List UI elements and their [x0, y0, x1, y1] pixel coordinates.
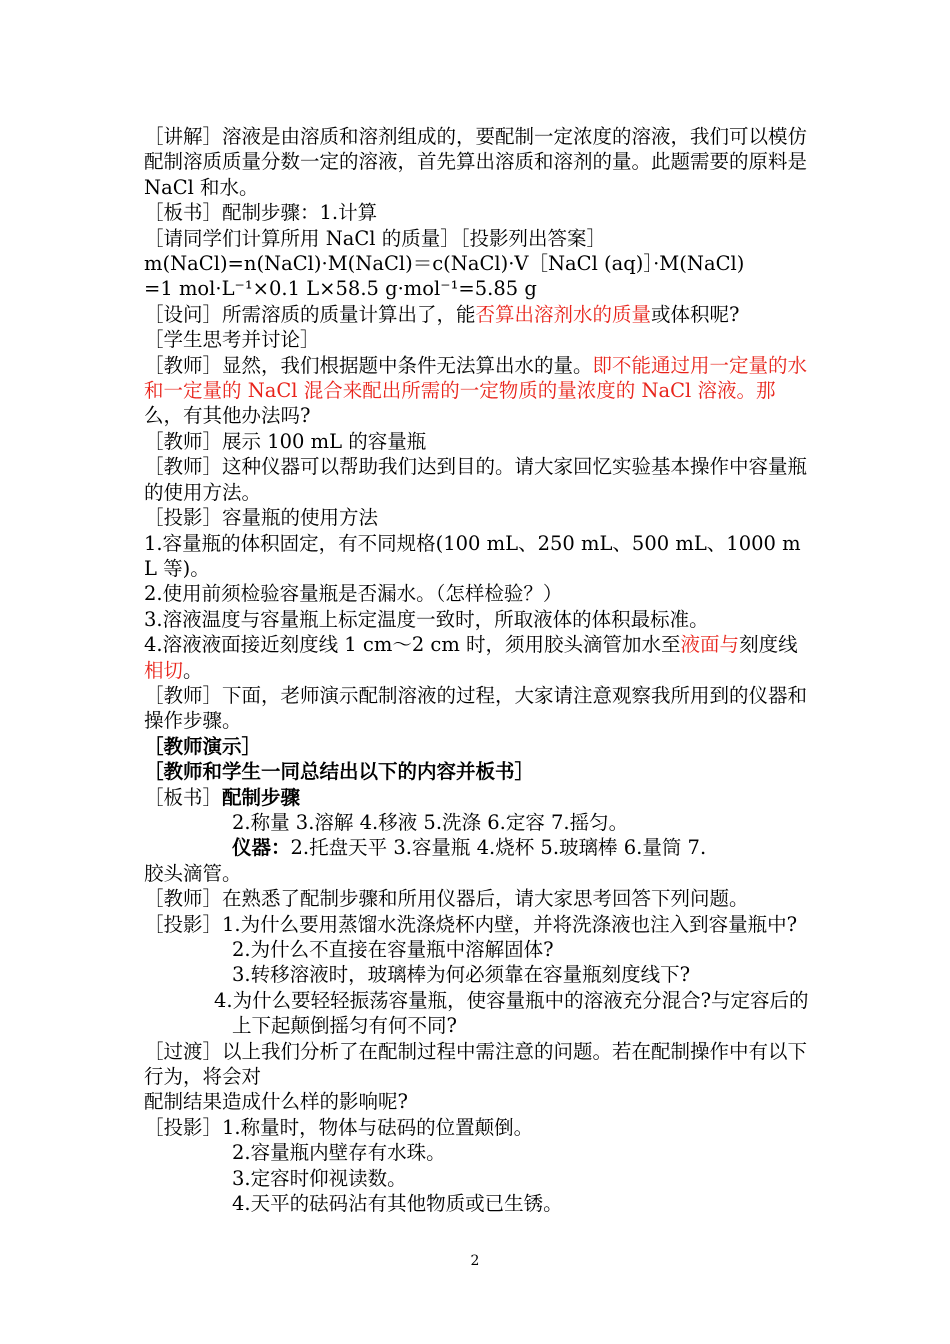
error-case-3: 3.定容时仰视读数。 — [232, 1166, 407, 1190]
paragraph-board-steps: ［板书］配制步骤 — [144, 785, 301, 809]
highlight-red: 液面与 — [680, 633, 740, 657]
paragraph-projection-e1: ［投影］1.称量时，物体与砝码的位置颠倒。 — [144, 1115, 534, 1139]
paragraph-transition: ［过渡］以上我们分析了在配制过程中需注意的问题。若在配制操作中有以下行为，将会对 — [144, 1039, 808, 1089]
paragraph-teacher-1: ［教师］显然，我们根据题中条件无法算出水的量。即不能通过用一定量的水和一定量的 NaCl 混合来配出所需的一定物质的量浓度的 NaCl 溶液。那么，有其他办法吗? — [144, 353, 808, 428]
list-item-usage-1: 1.容量瓶的体积固定，有不同规格(100 mL、250 mL、500 mL、1000 mL 等)。 — [144, 531, 801, 580]
list-item-usage-2: 2.使用前须检验容量瓶是否漏水。（怎样检验？） — [144, 582, 563, 606]
paragraph-board-step-1: ［板书］配制步骤：1.计算 — [144, 201, 378, 225]
question-2: 2.为什么不直接在容量瓶中溶解固体? — [232, 938, 554, 961]
list-item-usage-4: 4.溶液液面接近刻度线 1 cm～2 cm 时，须用胶头滴管加水至液面与刻度线相切。 — [144, 633, 798, 682]
page-number: 2 — [470, 1253, 480, 1269]
paragraph-teacher-3: ［教师］这种仪器可以帮助我们达到目的。请大家回忆实验基本操作中容量瓶的使用方法。 — [144, 455, 808, 504]
highlight-red: 即不能通过用一定量的水和一定量的 NaCl 混合来配出所需的一定物质的量浓度的 NaCl 溶液。那 — [144, 353, 808, 403]
list-item-usage-3: 3.溶液温度与容量瓶上标定温度一致时，所取液体的体积最标准。 — [144, 607, 709, 631]
paragraph-student-discuss: ［学生思考并讨论］ — [144, 328, 320, 352]
paragraph-lecture: ［讲解］溶液是由溶质和溶剂组成的，要配制一定浓度的溶液，我们可以模仿配制溶质质量分数一定的溶液，首先算出溶质和溶剂的量。此题需要的原料是 NaCl 和水。 — [144, 125, 808, 199]
formula-line-1: m(NaCl)=n(NaCl)·M(NaCl)＝c(NaCl)·V［NaCl (aq)］·M(NaCl) — [144, 252, 745, 276]
paragraph-question: ［设问］所需溶质的质量计算出了，能否算出溶剂水的质量或体积呢? — [144, 302, 740, 326]
paragraph-teacher-2: ［教师］展示 100 mL 的容量瓶 — [144, 429, 427, 453]
paragraph-teacher-4: ［教师］下面，老师演示配制溶液的过程，大家请注意观察我所用到的仪器和操作步骤。 — [144, 683, 808, 733]
paragraph-teacher-5: ［教师］在熟悉了配制步骤和所用仪器后，请大家思考回答下列问题。 — [144, 887, 749, 911]
paragraph-calc-prompt: ［请同学们计算所用 NaCl 的质量］［投影列出答案］ — [144, 226, 606, 250]
paragraph-projection-q1: ［投影］1.为什么要用蒸馏水洗涤烧杯内壁，并将洗涤液也注入到容量瓶中? — [144, 912, 798, 936]
question-3: 3.转移溶液时，玻璃棒为何必须靠在容量瓶刻度线下? — [232, 963, 691, 987]
paragraph-projection-1: ［投影］容量瓶的使用方法 — [144, 506, 379, 530]
highlight-red: 否算出溶剂水的质量 — [475, 302, 652, 326]
paragraph-summary: ［教师和学生一同总结出以下的内容并板书］ — [144, 760, 535, 784]
question-4: 4.为什么要轻轻振荡容量瓶，使容量瓶中的溶液充分混合?与定容后的上下起颠倒摇匀有何不同? — [214, 988, 809, 1038]
paragraph-teacher-demo: ［教师演示］ — [144, 734, 262, 758]
instruments-list-cont: 胶头滴管。 — [144, 861, 242, 885]
formula-line-2: =1 mol·L⁻¹×0.1 L×58.5 g·mol⁻¹=5.85 g — [144, 277, 537, 301]
page-content — [144, 124, 812, 1216]
instruments-list: 仪器：2.托盘天平 3.容量瓶 4.烧杯 5.玻璃棒 6.量筒 7. — [232, 836, 707, 860]
error-case-2: 2.容量瓶内壁存有水珠。 — [232, 1141, 446, 1165]
paragraph-transition-cont: 配制结果造成什么样的影响呢? — [144, 1090, 408, 1114]
steps-list: 2.称量 3.溶解 4.移液 5.洗涤 6.定容 7.摇匀。 — [232, 810, 629, 834]
highlight-red: 相切 — [144, 658, 184, 682]
error-case-4: 4.天平的砝码沾有其他物质或已生锈。 — [232, 1192, 563, 1216]
